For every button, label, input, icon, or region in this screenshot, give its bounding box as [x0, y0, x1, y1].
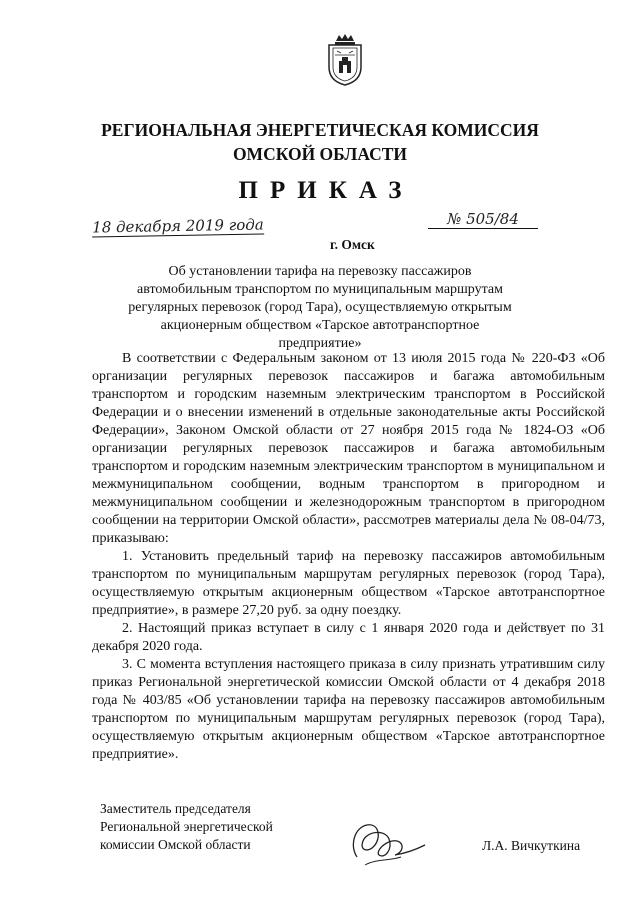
handwritten-date: 18 декабря 2019 года — [92, 215, 264, 237]
omsk-region-emblem — [325, 33, 365, 87]
city-label: г. Омск — [330, 237, 375, 252]
signatory-position-line: Региональной энергетической — [100, 819, 273, 834]
organization-name-line2: ОМСКОЙ ОБЛАСТИ — [232, 144, 408, 164]
order-body — [92, 350, 605, 764]
signatory-name: Л.А. Вичкуткина — [482, 838, 581, 853]
clause-1-paragraph: 1. Установить предельный тариф на перевозку пассажиров автомобильным транспортом по муниципальным маршрутам регулярных перевозок (город Тара), осуществляемую открытым акционерным обществом «Тарское автотранспортное предприятие», в размере 27,20 руб. за одну поездку. — [92, 549, 605, 618]
clause-3-paragraph: 3. С момента вступления настоящего приказа в силу признать утратившим силу приказ Региональной энергетической комиссии Омской области от 4 декабря 2018 года № 403/85 «Об установлении тарифа на перевозку пассажиров автомобильным транспортом по муниципальным маршрутам регулярных перевозок (город Тара), осуществляемую открытым акционерным обществом «Тарское автотранспортное предприятие». — [92, 657, 605, 762]
signatory-position — [100, 800, 273, 854]
document-type-title: ПРИКАЗ — [238, 177, 414, 204]
handwritten-order-number: № 505/84 — [428, 210, 538, 229]
organization-name-line1: РЕГИОНАЛЬНАЯ ЭНЕРГЕТИЧЕСКАЯ КОМИССИЯ — [101, 120, 539, 140]
order-subject: Об установлении тарифа на перевозку пассажиров автомобильным транспортом по муниципальным маршрутам регулярных перевозок (город Тара), осуществляемую открытым акционерным обществом «Тарское автотранспортное предприятие» — [128, 264, 512, 351]
clause-2-paragraph: 2. Настоящий приказ вступает в силу с 1 января 2020 года и действует по 31 декабря 2020 года. — [92, 621, 605, 654]
preamble-paragraph: В соответствии с Федеральным законом от 13 июля 2015 года № 220-ФЗ «Об организации регулярных перевозок пассажиров и багажа автомобильным транспортом и городским наземным электрическим транспортом в Российской Федерации и о внесении изменений в отдельные законодательные акты Российской Федерации», Законом Омской области от 27 ноября 2015 года № 1824-ОЗ «Об организации регулярных перевозок пассажиров и багажа автомобильным транспортом и городским наземным электрическим транспортом в муниципальном и межмуниципальном сообщении, водным транспортом в пригородном и межмуниципальном сообщении и железнодорожным транспортом в пригородном сообщении на территории Омской области», рассмотрев материалы дела № 08-04/73, приказываю: — [92, 351, 605, 546]
order-number-value: 505/84 — [466, 210, 519, 228]
signatory-position-line: Заместитель председателя — [100, 801, 251, 816]
handwritten-signature — [345, 815, 435, 875]
signatory-position-line: комиссии Омской области — [100, 837, 251, 852]
